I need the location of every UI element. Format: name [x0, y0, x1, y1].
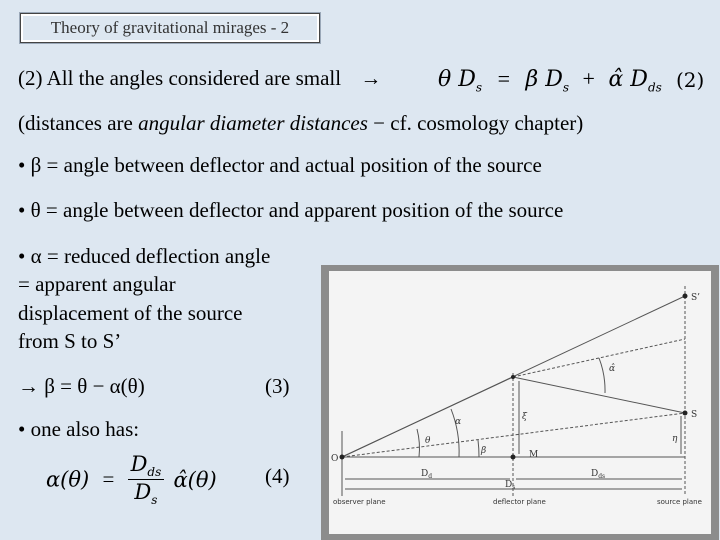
deflection-point [511, 375, 515, 379]
equation-2 [438, 66, 662, 94]
eq4-fraction [128, 452, 165, 507]
label-Ds: $D_s$ [505, 480, 516, 491]
eq2-plus: + [582, 66, 595, 91]
bullet-also: • one also has: [18, 417, 140, 441]
eq2-rhs1-sub: s [562, 80, 570, 95]
label-S-prime: S’ [691, 293, 701, 303]
lensing-diagram-frame [321, 265, 719, 540]
bullet-alpha-line1: • α = reduced deflection angle [18, 244, 271, 268]
equation-3: → β = θ − α(θ) [18, 374, 145, 398]
label-xi: ξ [522, 412, 527, 422]
eq2-rhs2-sub: ds [647, 80, 662, 95]
label-Dd: $D_d$ [421, 469, 433, 480]
point-M [511, 455, 516, 460]
distances-note-pre: (distances are [18, 111, 139, 135]
label-M: M [529, 450, 539, 460]
eq4-lhs: α(θ) [46, 467, 90, 492]
bullet-alpha-line3: displacement of the source [18, 301, 243, 325]
point-2-text [18, 66, 381, 91]
label-eta: η [672, 434, 678, 444]
point-S-prime [683, 294, 688, 299]
point-2-label: (2) All the angles considered are small [18, 66, 342, 90]
point-S [683, 411, 688, 416]
label-alpha-hat: α̂ [609, 364, 616, 374]
lensing-diagram-svg [329, 271, 711, 534]
label-S: S [691, 410, 698, 420]
label-Dds: $D_{ds}$ [591, 469, 606, 480]
eq2-equals: = [497, 66, 510, 91]
slide-title: Theory of gravitational mirages - 2 [20, 13, 320, 43]
bullet-beta: • β = angle between deflector and actual position of the source [18, 153, 542, 177]
lensing-diagram [329, 271, 711, 534]
label-alpha: α [455, 417, 462, 427]
eq2-label: (2) [676, 68, 705, 92]
ray-to-source [513, 377, 685, 413]
arrow-symbol: → [360, 66, 382, 90]
label-observer-plane: observer plane [333, 498, 386, 506]
label-deflector-plane: deflector plane [493, 498, 546, 506]
label-theta: θ [425, 436, 431, 446]
eq2-rhs2: α̂ D [608, 67, 648, 92]
theta-arc [417, 429, 419, 457]
eq4-rhs: α̂(θ) [173, 467, 217, 492]
bullet-alpha-line4: from S to S’ [18, 329, 122, 353]
eq3-label: (3) [265, 374, 290, 398]
eq4-den-sub: s [151, 493, 158, 508]
distances-note-em: angular diameter distances [138, 111, 368, 135]
eq4-den: D [134, 480, 152, 505]
alpha-hat-arc [599, 358, 605, 393]
equation-4 [46, 452, 217, 507]
point-O [340, 455, 345, 460]
label-source-plane: source plane [657, 498, 702, 506]
distances-note [18, 111, 583, 136]
distances-note-post: − cf. cosmology chapter) [367, 111, 584, 135]
eq4-equals: = [102, 467, 115, 492]
label-beta: β [481, 446, 487, 456]
eq4-label: (4) [265, 464, 290, 488]
eq2-lhs-sub: s [475, 80, 483, 95]
eq2-rhs1: β D [525, 67, 563, 92]
bullet-alpha-line2: = apparent angular [18, 272, 176, 296]
eq4-num-sub: ds [147, 465, 162, 480]
eq4-num: D [130, 452, 148, 476]
beta-arc [478, 440, 479, 457]
bullet-theta: • θ = angle between deflector and apparent position of the source [18, 198, 564, 222]
label-O: O [331, 454, 339, 464]
eq2-lhs: θ D [438, 67, 476, 92]
